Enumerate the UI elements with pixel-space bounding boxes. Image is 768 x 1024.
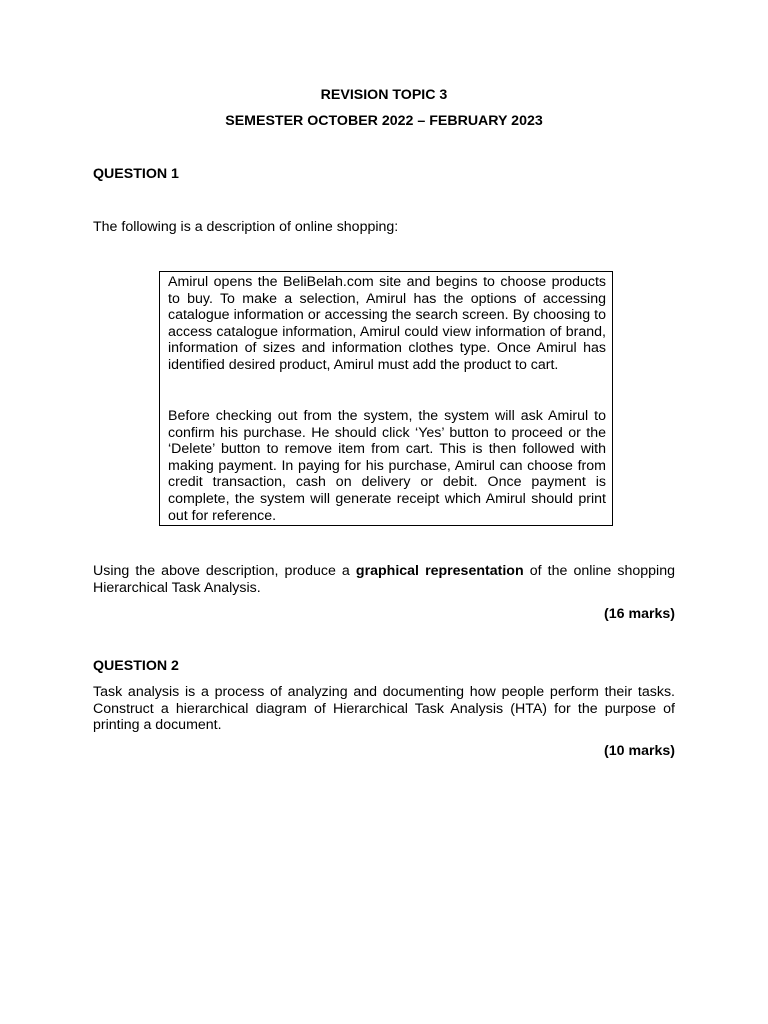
task-text-bold: graphical representation	[355, 563, 524, 579]
question-2-text: Task analysis is a process of analyzing and documenting how people perform their tasks. Construct a hierarchical diagram of Hierarchical Task Analysis (HTA) for the purpose of printing a document.	[93, 684, 675, 734]
question-1-marks: (16 marks)	[604, 606, 675, 622]
question-2-heading: QUESTION 2	[93, 658, 179, 674]
question-1-task	[93, 563, 675, 596]
question-1-intro: The following is a description of online shopping:	[93, 219, 399, 235]
task-text-before: Using the above description, produce a	[93, 563, 356, 579]
description-paragraph-2: Before checking out from the system, the system will ask Amirul to confirm his purchase. He should click ‘Yes’ button to proceed or the ‘Delete’ button to remove item from cart. This is then followed with making payment. In paying for his purchase, Amirul can choose from credit transaction, cash on delivery or debit. Once payment is complete, the system will generate receipt which Amirul should print out for reference.	[168, 408, 606, 524]
question-1-heading: QUESTION 1	[93, 166, 179, 182]
task-text-after: of the online shopping Hierarchical Task Analysis.	[93, 563, 675, 596]
description-paragraph-1: Amirul opens the BeliBelah.com site and begins to choose products to buy. To make a selection, Amirul has the options of accessing catalogue information or accessing the search screen. By choosing to access catalogue information, Amirul could view information of brand, information of sizes and information clothes type. Once Amirul has identified desired product, Amirul must add the product to cart.	[168, 274, 606, 373]
page-title: REVISION TOPIC 3	[320, 87, 448, 103]
description-box	[159, 271, 613, 526]
semester-title: SEMESTER OCTOBER 2022 – FEBRUARY 2023	[225, 113, 543, 129]
question-2-marks: (10 marks)	[604, 743, 675, 759]
